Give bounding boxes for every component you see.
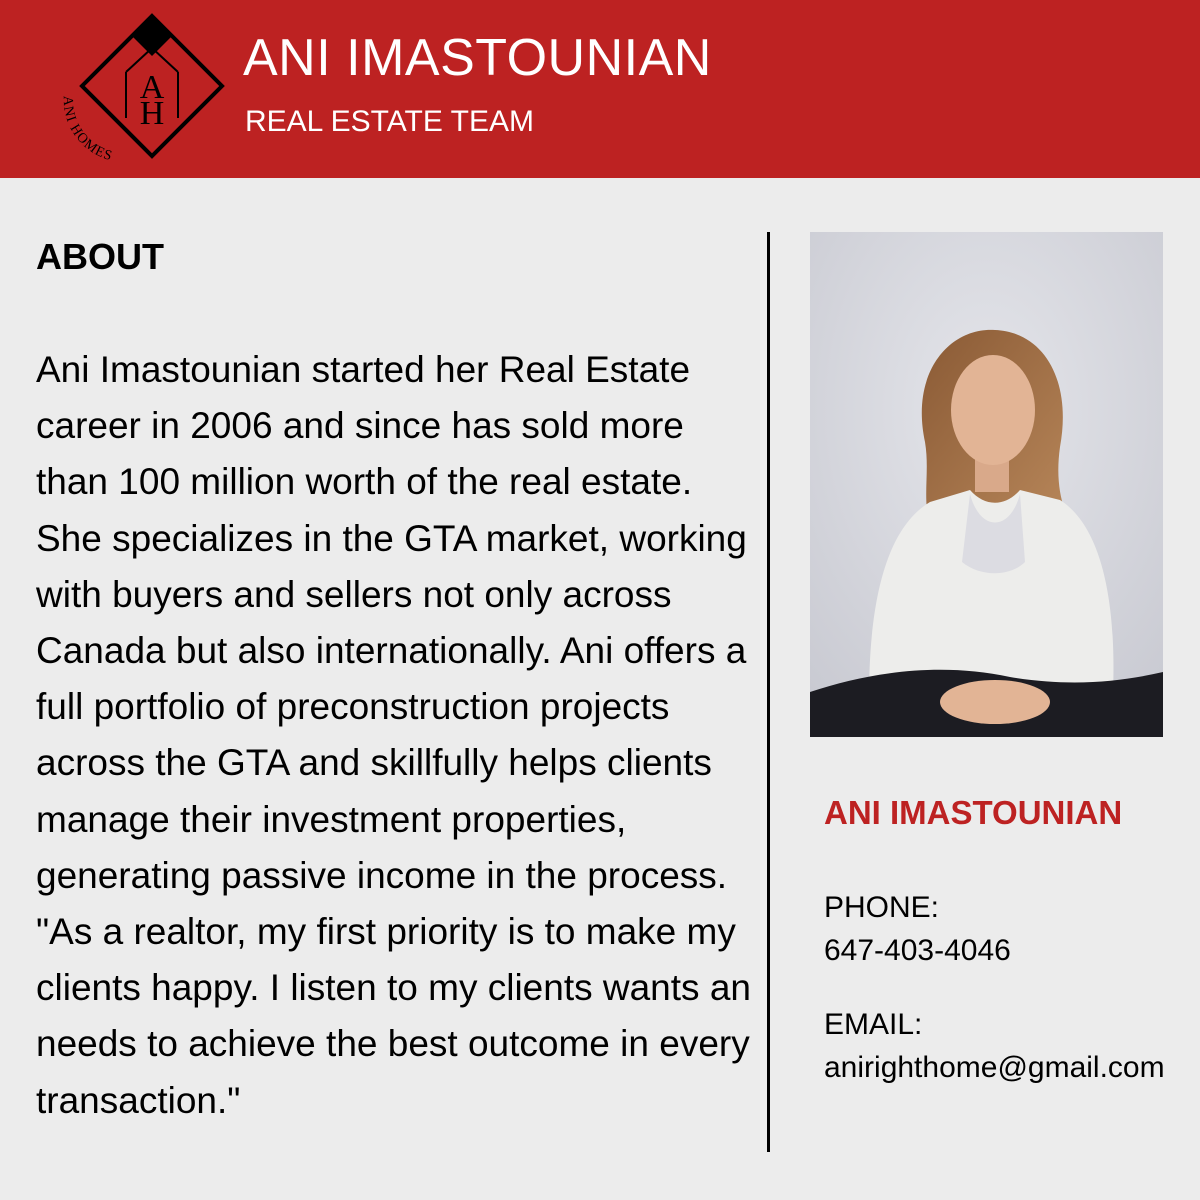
ani-homes-logo bbox=[50, 8, 230, 173]
agent-photo bbox=[810, 232, 1163, 737]
vertical-divider bbox=[767, 232, 770, 1152]
phone-number[interactable]: 647-403-4046 bbox=[824, 934, 1011, 967]
brand-subtitle: REAL ESTATE TEAM bbox=[245, 105, 534, 138]
svg-text:A: A bbox=[139, 69, 165, 106]
svg-text:H: H bbox=[139, 95, 165, 132]
header-banner bbox=[0, 0, 1200, 178]
email-address[interactable]: anirighthome@gmail.com bbox=[824, 1051, 1165, 1084]
phone-label: PHONE: bbox=[824, 891, 940, 924]
about-heading: ABOUT bbox=[36, 236, 164, 277]
svg-text:ANI HOMES: ANI HOMES bbox=[59, 95, 115, 165]
email-label: EMAIL: bbox=[824, 1008, 923, 1041]
brand-title: ANI IMASTOUNIAN bbox=[243, 29, 712, 87]
about-paragraph: Ani Imastounian started her Real Estate career in 2006 and since has sold more than 100 million worth of the real estate. She specializes in the GTA market, working with buyers and sellers not only across Canada but also internationally. Ani offers a full portfolio of preconstruction projects across the GTA and skillfully helps clients manage their investment properties, generating passive income in the process. bbox=[36, 349, 747, 896]
about-text bbox=[36, 342, 766, 1129]
about-quote: "As a realtor, my first priority is to make my clients happy. I listen to my clients wants an needs to achieve the best outcome in every transaction." bbox=[36, 911, 751, 1121]
agent-name: ANI IMASTOUNIAN bbox=[824, 794, 1123, 831]
